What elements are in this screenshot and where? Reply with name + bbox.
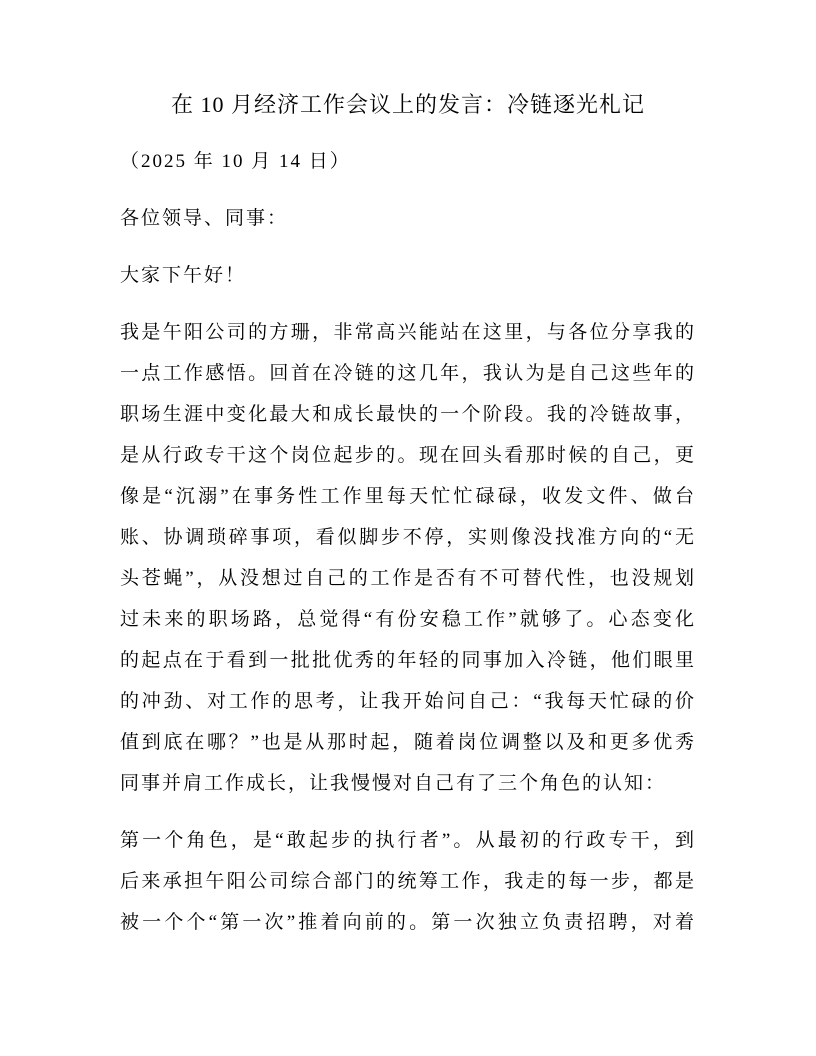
text-line: 被一个个“第一次”推着向前的。第一次独立负责招聘，对着 bbox=[120, 912, 696, 933]
paragraph-2 bbox=[120, 820, 696, 943]
salutation: 各位领导、同事： bbox=[120, 208, 289, 229]
text-line: 后来承担午阳公司综合部门的统筹工作，我走的每一步，都是 bbox=[120, 871, 696, 892]
document-title: 在 10 月经济工作会议上的发言：冷链逐光札记 bbox=[170, 92, 645, 117]
paragraph-1 bbox=[120, 312, 696, 804]
text-line: 的起点在于看到一批批优秀的年轻的同事加入冷链，他们眼里 bbox=[120, 650, 696, 671]
text-line: 像是“沉溺”在事务性工作里每天忙忙碌碌，收发文件、做台 bbox=[120, 486, 696, 507]
text-line: 的冲劲、对工作的思考，让我开始问自己：“我每天忙碌的价 bbox=[120, 691, 696, 712]
text-line: 值到底在哪？”也是从那时起，随着岗位调整以及和更多优秀 bbox=[120, 732, 696, 753]
greeting: 大家下午好！ bbox=[120, 265, 247, 286]
date-line: （2025 年 10 月 14 日） bbox=[120, 151, 351, 172]
text-line: 同事并肩工作成长，让我慢慢对自己有了三个角色的认知： bbox=[120, 773, 667, 794]
text-line: 我是午阳公司的方珊，非常高兴能站在这里，与各位分享我的 bbox=[120, 322, 696, 343]
text-line: 过未来的职场路，总觉得“有份安稳工作”就够了。心态变化 bbox=[120, 609, 696, 630]
text-line: 账、协调琐碎事项，看似脚步不停，实则像没找准方向的“无 bbox=[120, 527, 696, 548]
text-line: 第一个角色，是“敢起步的执行者”。从最初的行政专干，到 bbox=[120, 830, 696, 851]
text-line: 职场生涯中变化最大和成长最快的一个阶段。我的冷链故事， bbox=[120, 404, 696, 425]
text-line: 是从行政专干这个岗位起步的。现在回头看那时候的自己，更 bbox=[120, 445, 696, 466]
text-line: 头苍蝇”，从没想过自己的工作是否有不可替代性，也没规划 bbox=[120, 568, 696, 589]
text-line: 一点工作感悟。回首在冷链的这几年，我认为是自己这些年的 bbox=[120, 363, 696, 384]
